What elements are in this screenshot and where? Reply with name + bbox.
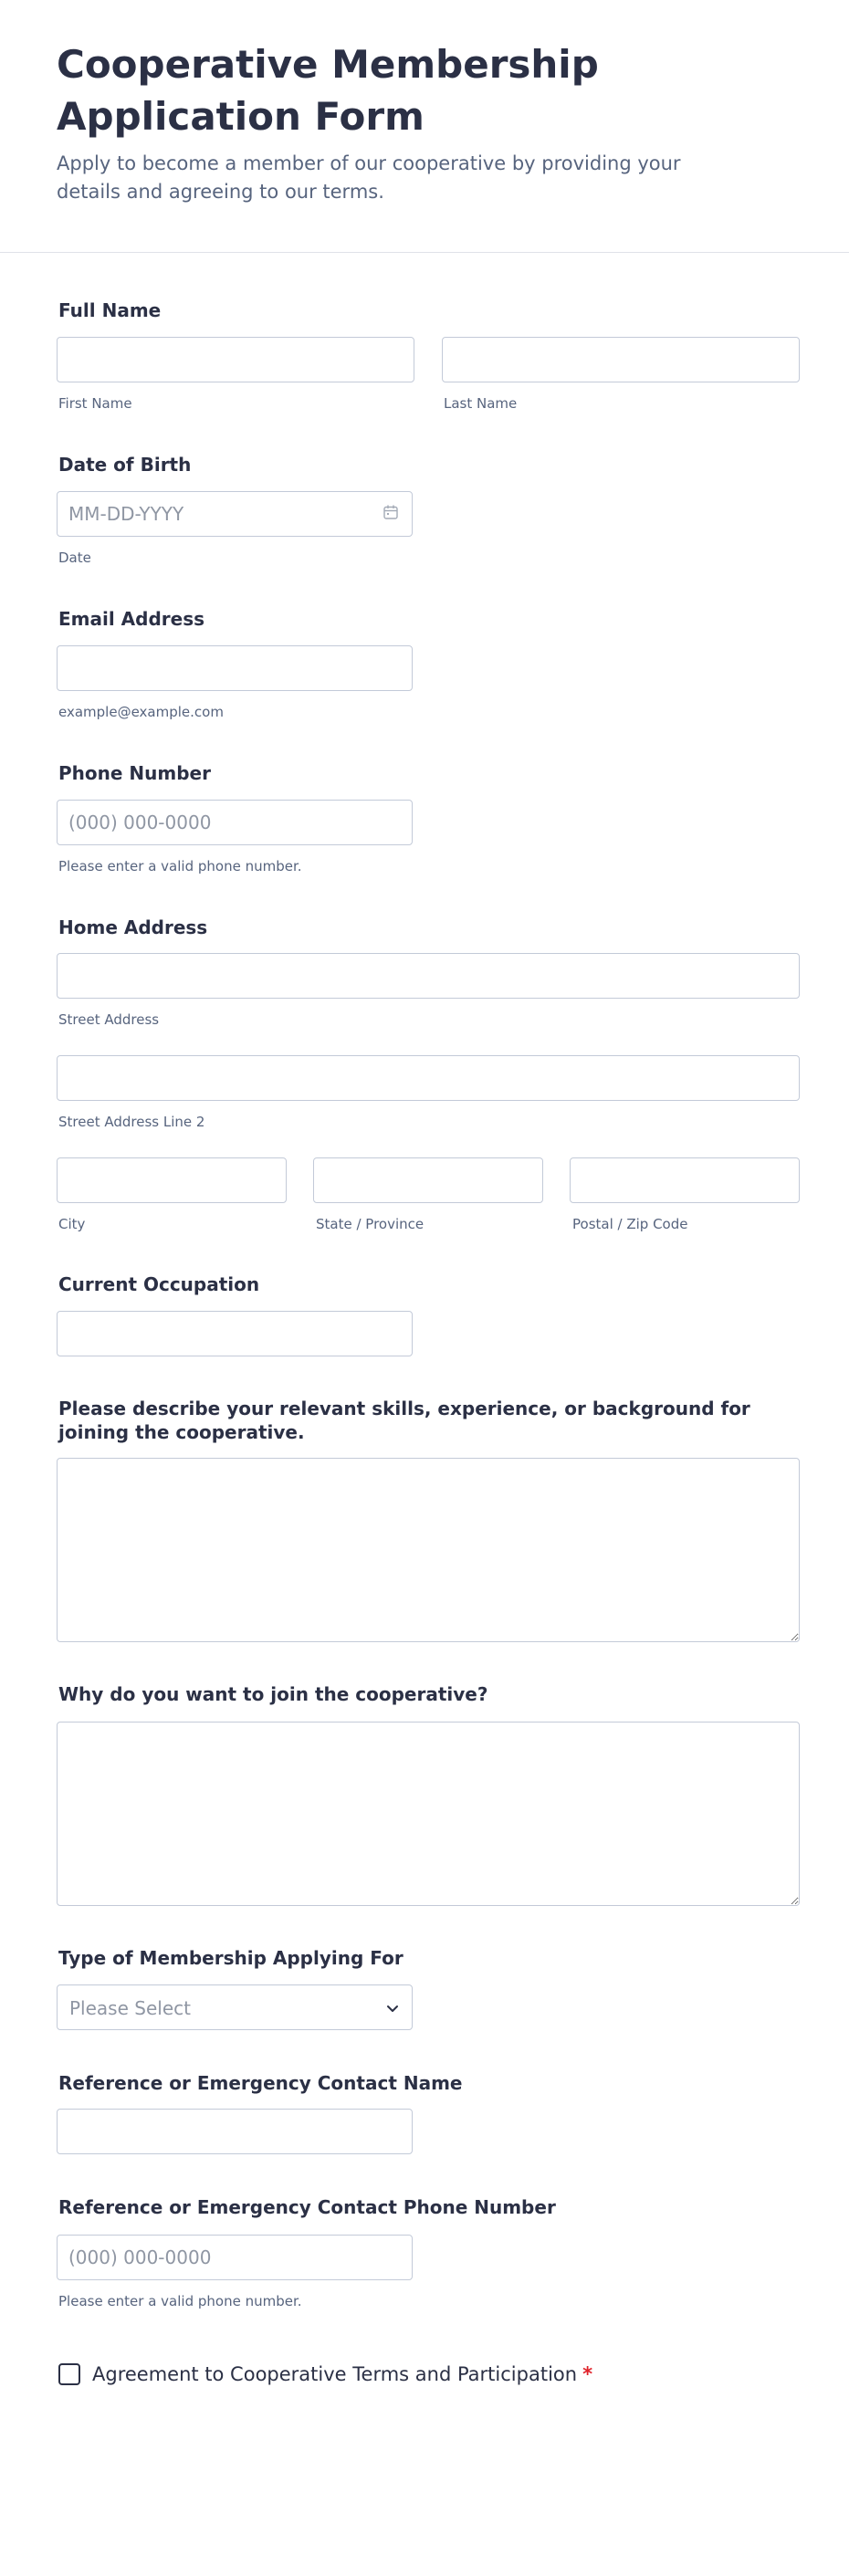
- zip-input[interactable]: [570, 1157, 800, 1203]
- city-input[interactable]: [57, 1157, 287, 1203]
- dob-input[interactable]: [57, 491, 413, 537]
- membership-type-label: Type of Membership Applying For: [58, 1947, 404, 1969]
- occupation-label: Current Occupation: [58, 1273, 260, 1295]
- state-input[interactable]: [313, 1157, 543, 1203]
- phone-input[interactable]: [57, 800, 413, 845]
- form-subtitle: Apply to become a member of our cooperative by providing your details and agreeing to our terms.: [57, 152, 681, 203]
- zip-sublabel: Postal / Zip Code: [572, 1216, 688, 1232]
- full-name-label: Full Name: [58, 299, 162, 321]
- email-label: Email Address: [58, 608, 205, 630]
- phone-label: Phone Number: [58, 762, 211, 784]
- first-name-input[interactable]: [57, 337, 414, 382]
- street-address-input[interactable]: [57, 953, 800, 999]
- email-sublabel: example@example.com: [58, 704, 224, 720]
- last-name-input[interactable]: [442, 337, 800, 382]
- why-join-textarea[interactable]: [57, 1722, 800, 1906]
- reference-name-label: Reference or Emergency Contact Name: [58, 2072, 463, 2094]
- form-header: [0, 0, 849, 253]
- chevron-down-icon: [384, 2000, 401, 2016]
- reference-phone-label: Reference or Emergency Contact Phone Number: [58, 2196, 556, 2218]
- membership-type-select[interactable]: [57, 1984, 413, 2030]
- agreement-label-text: Agreement to Cooperative Terms and Participation: [92, 2363, 578, 2385]
- city-sublabel: City: [58, 1216, 86, 1232]
- dob-sublabel: Date: [58, 550, 91, 566]
- street-address-2-input[interactable]: [57, 1055, 800, 1101]
- phone-sublabel: Please enter a valid phone number.: [58, 858, 302, 874]
- required-mark: *: [582, 2363, 593, 2385]
- calendar-icon[interactable]: [383, 504, 399, 520]
- dob-label: Date of Birth: [58, 454, 192, 476]
- skills-label: Please describe your relevant skills, experience, or background for joining the cooperative.: [58, 1398, 750, 1443]
- agreement-checkbox[interactable]: [58, 2363, 80, 2385]
- skills-textarea[interactable]: [57, 1458, 800, 1642]
- email-input[interactable]: [57, 645, 413, 691]
- street-address-sublabel: Street Address: [58, 1011, 160, 1028]
- form-title: Cooperative Membership Application Form: [57, 42, 599, 139]
- address-label: Home Address: [58, 916, 208, 938]
- street-address-2-sublabel: Street Address Line 2: [58, 1114, 205, 1130]
- reference-phone-input[interactable]: [57, 2235, 413, 2280]
- membership-type-selected: Please Select: [69, 1997, 191, 2019]
- reference-name-input[interactable]: [57, 2109, 413, 2154]
- agreement-label[interactable]: [92, 2361, 592, 2387]
- state-sublabel: State / Province: [316, 1216, 424, 1232]
- last-name-sublabel: Last Name: [444, 395, 518, 412]
- reference-phone-sublabel: Please enter a valid phone number.: [58, 2293, 302, 2309]
- occupation-input[interactable]: [57, 1311, 413, 1356]
- why-join-label: Why do you want to join the cooperative?: [58, 1683, 488, 1705]
- first-name-sublabel: First Name: [58, 395, 132, 412]
